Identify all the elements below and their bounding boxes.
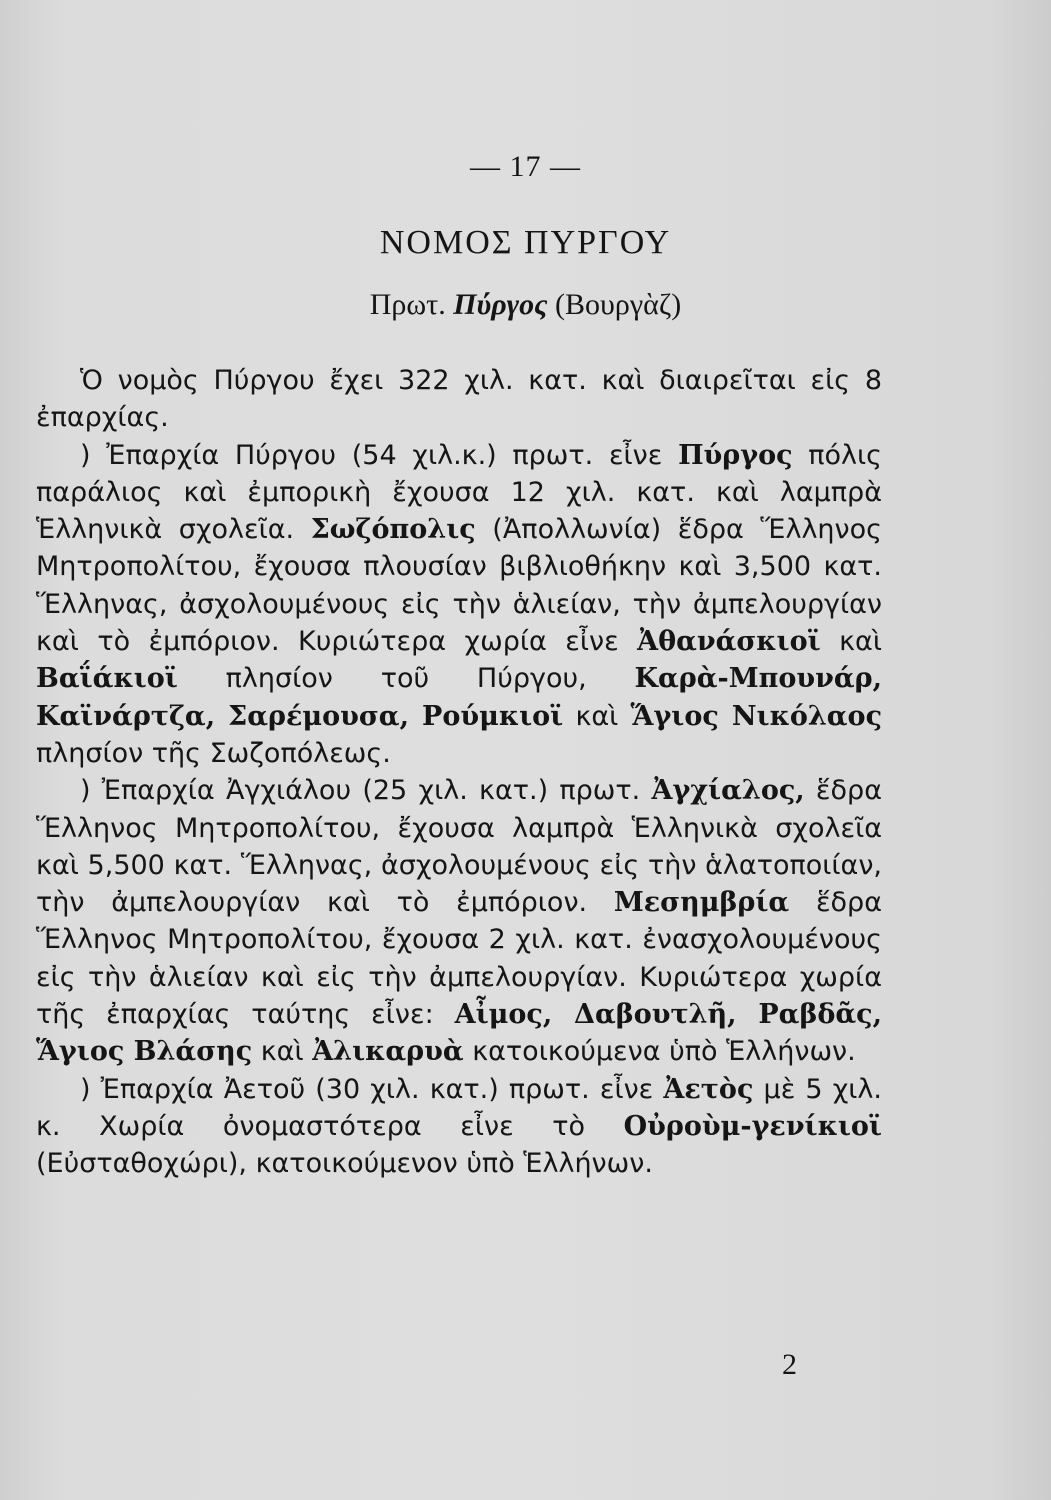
text-segment: πλησίον τῆς Σωζοπόλεως. [36, 737, 391, 769]
paragraph-aetos [36, 1071, 882, 1183]
intro-paragraph: Ὁ νομὸς Πύργου ἔχει 322 χιλ. κατ. καὶ διαιρεῖται εἰς 8 ἐπαρχίας. [36, 365, 882, 434]
text-segment: κατοικούμενα ὑπὸ Ἑλλήνων. [463, 1036, 856, 1068]
text-segment: ἕδρα Ἕλληνος Μητροπολίτου, ἔχουσα λαμπρὰ Ἑλληνικὰ σχολεῖα καὶ 5,500 κατ. Ἕλληνας, ἀσχολουμένους εἰς τὴν ἁλατοποιίαν, τὴν ἀμπελουργίαν καὶ τὸ ἐμπόριον. [36, 775, 882, 919]
text-segment: (Ἀπολλωνία) ἕδρα Ἕλληνος Μητροπολίτου, ἔχουσα πλουσίαν βιβλιοθήκην καὶ 3,500 κατ. Ἕλληνας, ἀσχολουμένους εἰς τὴν ἁλιείαν, τὴν ἀμπελουργίαν καὶ τὸ ἐμπόριον. Κυριώτερα χωρία εἶνε [36, 514, 882, 658]
page-title: ΝΟΜΟΣ ΠΥΡΓΟΥ [379, 224, 672, 261]
place-name: Πύργος [678, 439, 793, 471]
signature-mark: 2 [782, 1348, 797, 1381]
place-name: Οὐροὺμ-γενίκιοϊ [623, 1110, 882, 1142]
place-name: Σωζόπολις [310, 514, 476, 546]
text-segment: μὲ 5 χιλ. κ. Χωρία ὀνομαστότερα εἶνε τὸ [36, 1073, 882, 1142]
place-name: Μεσημβρία [613, 887, 790, 919]
text-segment: ) Ἐπαρχία Πύργου (54 χιλ.κ.) πρωτ. εἶνε [80, 439, 679, 471]
place-name: Ἀετὸς [663, 1073, 754, 1105]
paragraph-anchialos [36, 772, 882, 1070]
paragraph-pyrgos [36, 437, 882, 773]
text-segment: καὶ [252, 1036, 313, 1068]
text-segment: ) Ἐπαρχία Ἀγχιάλου (25 χιλ. κατ.) πρωτ. [80, 775, 652, 807]
text-segment: καὶ [820, 626, 882, 658]
subtitle-prefix: Πρωτ. [369, 288, 446, 321]
body-text [36, 362, 882, 1183]
text-segment: καὶ [563, 700, 631, 732]
page-number: — 17 — [470, 150, 581, 183]
text-segment: (Εὐσταθοχώρι), κατοικούμενον ὑπὸ Ἑλλήνων. [36, 1148, 653, 1180]
subtitle-city: Πύργος [453, 288, 548, 321]
place-name: Ἀλικαρυὰ [312, 1036, 464, 1068]
place-name: Ἅγιος Νικόλαος [630, 700, 883, 732]
text-segment: πόλις παράλιος καὶ ἐμπορικὴ ἔχουσα 12 χιλ. κατ. καὶ λαμπρὰ Ἑλληνικὰ σχολεῖα. [36, 439, 882, 546]
text-segment: πλησίον τοῦ Πύργου, [177, 663, 635, 695]
subtitle-suffix: (Βουργὰζ) [555, 288, 682, 321]
place-name: Καρὰ-Μπουνάρ, Καϊνάρτζα, Σαρέμουσα, Ρούμκιοϊ [36, 663, 882, 732]
text-segment: ἕδρα Ἕλληνος Μητροπολίτου, ἔχουσα 2 χιλ. κατ. ἐνασχολουμένους εἰς τὴν ἁλιείαν καὶ εἰς τὴν ἀμπελουργίαν. Κυριώτερα χωρία τῆς ἐπαρχίας ταύτης εἶνε: [36, 887, 882, 1031]
place-name: Αἶμος, Δαβουτλῆ, Ραβδᾶς, Ἅγιος Βλάσης [36, 999, 882, 1068]
place-name: Ἀγχίαλος, [651, 775, 805, 807]
text-segment: ) Ἐπαρχία Ἀετοῦ (30 χιλ. κατ.) πρωτ. εἶνε [80, 1073, 664, 1105]
place-name: Βαΐάκιοϊ [36, 663, 178, 695]
subtitle [0, 288, 1051, 322]
place-name: Ἀθανάσκιοϊ [637, 626, 821, 658]
